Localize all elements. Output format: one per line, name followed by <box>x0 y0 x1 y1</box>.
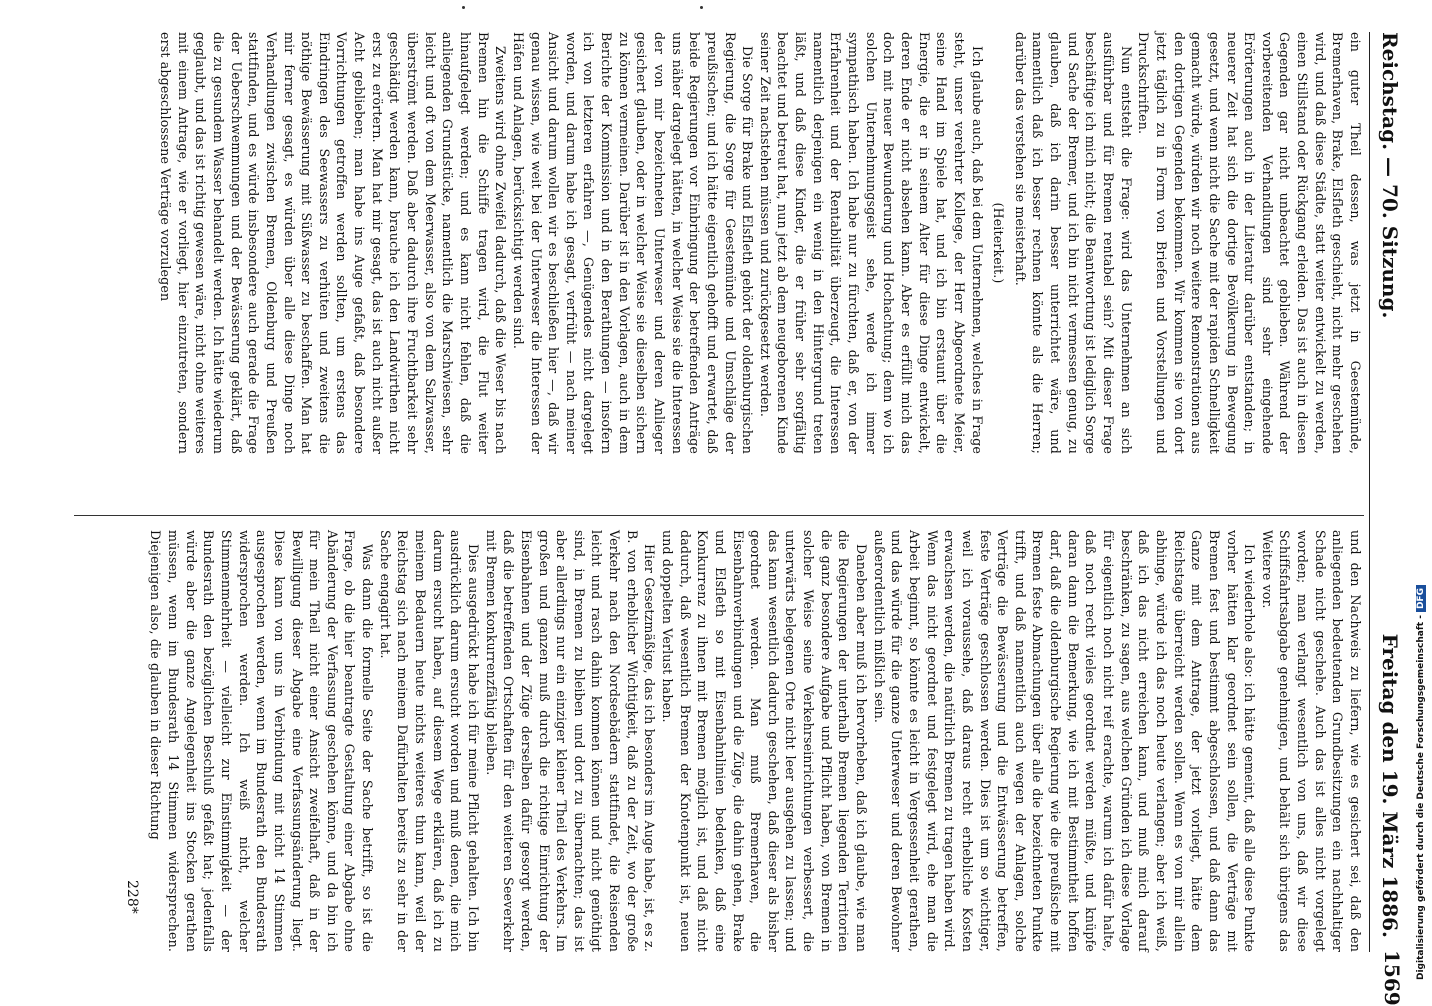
paragraph: ein guter Theil dessen, was jetzt in Geestemünde, Bremerhaven, Brake, Elsfleth geschieht, nicht mehr geschehen wird, und daß diese Städte, statt weiter entwickelt zu werden, einen Stillstand oder Rückgang erleiden. Das ist auch in diesen Gegenden gar nicht unbeachtet geblieben. Während der vorbereitenden Verhandlungen sind sehr eingehende Erörterungen auch in der Literatur darüber entstanden; in neuerer Zeit hat sich die dortige Bevölkerung in Bewegung gesetzt, und wenn nicht die Sache mit der rapiden Schnelligkeit gemacht würde, würden wir noch weitere Remonstrationen aus den dortigen Gegenden bekommen. Wir kommen sie von dort jetzt täglich zu in Form von Briefen und Vorstellungen und Druckschriften. <box>1136 32 1363 454</box>
scan-speck <box>700 6 703 9</box>
paragraph: Hier Gesetzmäßige, das ich besonders im Auge habe, ist, es z. B. von erheblicher Wichtigkeit, daß zu der Zeit, wo der große Verkehr nach den Nordseebädern stattfindet, die Reisenden leicht und rasch dahin kommen können und nicht genöthigt sind, in Bremen zu bleiben und dort zu übernachten; das ist aber allerdings nur ein einziger kleiner Theil des Verkehrs. Im großen und ganzen muß durch die richtige Einrichtung der Eisenbahnen und der Züge derselben dafür gesorgt werden, daß die betreffenden Ortschaften für den weiteren Seeverkehr mit Bremen konkurrenzfähig bleiben. <box>483 530 658 952</box>
right-column <box>147 530 1364 952</box>
header-date: Freitag den 19. März 1886. <box>1378 633 1402 938</box>
dfg-logo: DFG <box>1416 585 1426 612</box>
header-rule <box>1369 32 1370 952</box>
paragraph: Daneben aber muß ich hervorheben, daß ich glaube, wie man die Regierungen der unterhalb Bremen liegenden Territorien die ganz besondere Aufgabe und Pflicht haben, von Bremen in solcher Weise seine Verkehrseinrichtungen verbessert, die unterwärts belegenen Orte nicht leer ausgehen zu lassen; und das kann wesentlich dadurch geschehen, daß dieser als bisher geordnet werden. Man muß Bremerhaven, die Eisenbahnverbindungen und die Züge, die dahin gehen, Brake und Elsfleth so mit Eisenbahnlinien bedenken, daß eine Konkurrenz zu ihnen mit Bremen möglich ist, und daß nicht dadurch, daß wesentlich Bremen der Knotenpunkt ist, neuen und doppelten Verlust haben. <box>660 530 870 952</box>
left-column <box>156 32 1364 454</box>
scan-speck <box>462 6 465 9</box>
paragraph: Dies ausgedrückt habe ich für meine Pflicht gehalten. Ich bin ausdrücklich darum ersucht worden und muß denen, die mich darum ersucht haben, auf diesem Wege erklären, daß ich zu meinem Bedauern heute nichts weiteres thun kann, weil der Reichstag sich nach meinem Dafürhalten bereits zu sehr in der Sache engagirt hat. <box>377 530 481 952</box>
page-number: 1569 <box>1380 950 1404 1006</box>
page-header <box>1366 0 1404 1006</box>
dfg-note-text: Digitalisierung gefördert durch die Deutsche Forschungsgemeinschaft - <box>1416 615 1426 980</box>
paragraph: Was dann die formelle Seite der Sache betrifft, so ist die Frage, ob die hier beantragte Gestaltung einer Abgabe ohne Abänderung der Verfassung geschehen könne, und da bin ich für mein Theil nicht einer Ansicht zweifelhaft, daß in der Bewilligung dieser Abgabe eine Verfassungsänderung liegt. Diese kann von uns in Verbindung mit nicht 14 Stimmen ausgesprochen werden, wenn im Bundesrath den Bundesrath widersprochen werden. Ich weiß nicht, welcher Stimmenmehrheit — vielleicht zur Einstimmigkeit — der Bundesrath den bezüglichen Beschluß gefaßt hat; jedenfalls würde aber die ganze Angelegenheit ins Stocken gerathen müssen, wenn im Bundesrath 14 Stimmen widersprechen. Diejenigen also, die glauben in dieser Richtung <box>148 530 376 952</box>
paragraph: Zweitens wird ohne Zweifel dadurch, daß die Weser bis nach Bremen hin die Schiffe tragen wird, die Flut weiter hinaufgelegt werden; und es kann nicht fehlen, daß die anliegenden Grundstücke, namentlich die Marschwiesen, sehr leicht und oft von dem Meerwasser, also von dem Salzwasser, überströmt werden. Daß aber dadurch ihre Fruchtbarkeit sehr geschädigt werden kann, brauche ich den Landwirthen nicht erst zu erörtern. Man hat mir gesagt, das ist auch nicht außer Acht geblieben; man habe ins Auge gefaßt, daß besondere Vorrichtungen getroffen werden sollten, um erstens das Eindringen des Seewassers zu verhüten und zweitens die nöthige Bewässerung mit Süßwasser zu beschaffen. Man hat mir ferner gesagt, es würden über alle diese Dinge noch Verhandlungen zwischen Bremen, Oldenburg und Preußen stattfinden, und es würde insbesondere auch gerade die Frage der Ueberschwemmungen und der Bewässerung geklärt, daß die zu gesundem Wasser behandelt werden. Ich hätte wiederum geglaubt, und das ist richtig gewesen wäre, nicht ohne weiteres mit einem Antrage, wie er vorliegt, hier einzutreten, sondern erst abgeschlossene Verträge vorzulegen <box>158 32 509 454</box>
paragraph: Ich wiederhole also: ich hätte gemeint, daß alle diese Punkte vorher hätten klar geordnet sein sollen, die Verträge mit Bremen fest und bestimmt abgeschlossen, und daß dann das Ganze mit dem Antrage, der jetzt vorliegt, hätte dem Reichstage überreicht werden sollen. Wenn es von mir allein abhinge, würde ich das noch heute verlangen; aber ich weiß, daß ich das nicht erreichen kann, und muß mich darauf beschränken, zu sagen, aus welchen Gründen ich diese Vorlage für eigentlich noch nicht reif erachte, warum ich dafür halte, daß noch recht vieles geordnet werden müßte, und knüpfe daran dann die Bemerkung, wie ich mit Bestimmtheit hoffen darf, daß die oldenburgische Regierung wie die preußische mit Bremen feste Abmachungen über alle die bezeichneten Punkte trifft, und daß namentlich auch wegen der Anlagen, solche Verträge die Bewässerung und die Entwässerung betreffen, feste Verträge geschlossen werden. Dies ist um so wichtiger, weil ich voraussehe, daß daraus recht erhebliche Kosten erwachsen werden, die natürlich Bremen zu tragen haben wird. Wenn das nicht geordnet und festgelegt wird, ehe man die Arbeit beginnt, so könnte es leicht in Vergessenheit gerathen, und das würde für die ganze Unterweser und deren Bewohner außerordentlich mißlich sein. <box>871 530 1258 952</box>
paragraph: Ich glaube auch, daß bei dem Unternehmen, welches in Frage steht, unser verehrter Kollege, der Herr Abgeordnete Meier, seine Hand im Spiele hat, und ich bin erstaunt über die Energie, die er in seinem Alter für diese Dinge entwickelt, deren Ende er nicht absehen kann. Aber es erfüllt mich das doch mit neuer Bewunderung und Hochachtung; denn wo ich solchen Unternehmungsgeist sehe, werde ich immer sympathisch haben. Ich habe nur zu fürchten, daß er, von der Erfahrenheit und der Rentabilität überzeugt, die Interessen namentlich derjenigen ein wenig in den Hintergrund treten läßt, und daß diese Kinder, die er früher sehr sorgfältig beachtet und betreut hat, nun jetzt ab dem neugeborenen Kinde seiner Zeit nachstehen müssen und zurückgesetzt werden. <box>757 32 985 454</box>
paragraph: Die Sorge für Brake und Elsfleth gehört der oldenburgischen Regierung, die Sorge für Geestemünde und Umschläge der preußischen; und ich hätte eigentlich gehofft und erwartet, daß beide Regierungen vor Einbringung der betreffenden Anträge uns näher dargelegt hätten, in welcher Weise sie die Interessen der von mir bezeichneten Unterweser und deren Anlieger gesichert glauben, oder in welcher Weise sie dieselben sichern zu können vermeinen. Darüber ist in den Vorlagen, auch in dem Berichte der Kommission und in den Berathungen — insofern ich von letzteren erfahren —, Genügendes nicht dargelegt worden, und darum habe ich gesagt, verfrüht — nach meiner Ansicht und darum wollen wir es beschließen hier —, daß wir genau wissen, wie weit bei der Unterweser die Interessen der Häfen und Anlagen, berücksichtigt werden sind. <box>510 32 756 454</box>
dfg-footer <box>1410 0 1432 1000</box>
dfg-note <box>1416 585 1426 980</box>
paragraph: Nun entsteht die Frage: wird das Unternehmen an sich ausführbar und für Bremen rentabel sein? Mit dieser Frage beschäftige ich mich nicht; die Beantwortung ist lediglich Sorge und Sache der Bremer, und ich bin nicht vermessen genug, zu glauben, daß ich darin besser unterrichtet wäre, und namentlich daß ich besser rechnen könnte als die Herren; darüber das verstehen sie meisterhaft. <box>1012 32 1134 454</box>
paragraph: und den Nachweis zu liefern, wie es gesichert sei, daß den anliegenden bedeutenden Grundbesitzungen ein nachhaltiger Schade nicht geschehe. Auch das ist alles nicht vorgelegt worden; man verlangt wesentlich von uns, daß wir diese Schiffsfahrtsabgabe genehmigen, und behält sich übrigens das Weitere vor. <box>1259 530 1363 952</box>
signature-mark: 228* <box>124 880 140 914</box>
interjection: (Heiterkeit.) <box>991 202 1007 284</box>
column-divider <box>74 515 1364 516</box>
header-session: Reichstag. — 70. Sitzung. <box>1378 32 1402 319</box>
